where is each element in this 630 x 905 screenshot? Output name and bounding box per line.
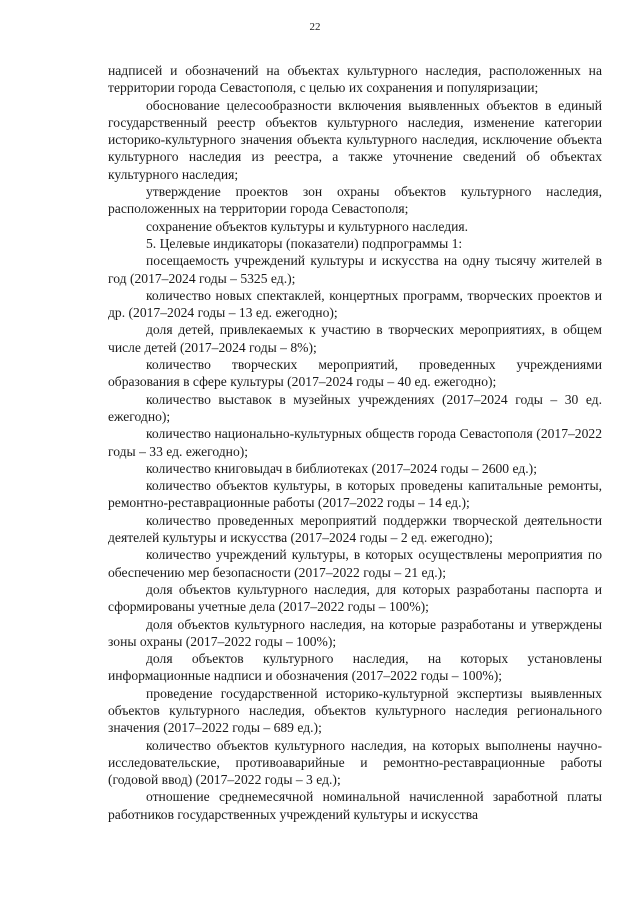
indicator-item: количество объектов культурного наследия, на которых выполнены научно-исследовательские, противоаварийные и ремонтно-реставрационные работы (годовой ввод) (2017–2022 годы – 3 ед.);: [108, 737, 602, 788]
indicator-item: доля объектов культурного наследия, на которые разработаны и утверждены зоны охраны (2017–2022 годы – 100%);: [108, 616, 602, 649]
paragraph: обоснование целесообразности включения выявленных объектов в единый государственный реестр объектов культурного наследия, изменение категории историко-культурного значения объекта культурного наследия, исключение объекта культурного наследия из реестра, а также уточнение сведений об объектах культурного наследия;: [108, 97, 602, 182]
section-heading: 5. Целевые индикаторы (показатели) подпрограммы 1:: [146, 235, 463, 251]
paragraph: сохранение объектов культуры и культурного наследия.: [146, 218, 469, 234]
indicator-item: доля объектов культурного наследия, на которых установлены информационные надписи и обозначения (2017–2022 годы – 100%);: [108, 651, 602, 684]
indicator-item: количество учреждений культуры, в которых осуществлены мероприятия по обеспечению мер безопасности (2017–2022 годы – 21 ед.);: [108, 547, 602, 580]
indicator-item: количество выставок в музейных учреждениях (2017–2024 годы – 30 ед. ежегодно);: [108, 391, 602, 424]
indicator-item: проведение государственной историко-культурной экспертизы выявленных объектов культурного наследия, объектов культурного наследия регионального значения (2017–2022 годы – 689 ед.);: [108, 685, 602, 736]
indicator-item: количество творческих мероприятий, проведенных учреждениями образования в сфере культуры (2017–2024 годы – 40 ед. ежегодно);: [108, 357, 602, 390]
indicator-item: посещаемость учреждений культуры и искусства на одну тысячу жителей в год (2017–2024 годы – 5325 ед.);: [108, 253, 602, 286]
indicator-item: количество объектов культуры, в которых проведены капитальные ремонты, ремонтно-реставрационные работы (2017–2022 годы – 14 ед.);: [108, 478, 602, 511]
indicator-item: доля детей, привлекаемых к участию в творческих мероприятиях, в общем числе детей (2017–2024 годы – 8%);: [108, 322, 602, 355]
indicator-item: отношение среднемесячной номинальной начисленной заработной платы работников государственных учреждений культуры и искусства: [108, 789, 602, 822]
indicator-item: количество новых спектаклей, концертных программ, творческих проектов и др. (2017–2024 годы – 13 ед. ежегодно);: [108, 287, 602, 321]
indicator-item: доля объектов культурного наследия, для которых разработаны паспорта и сформированы учетные дела (2017–2022 годы – 100%);: [108, 581, 602, 615]
paragraph-continuation: надписей и обозначений на объектах культурного наследия, расположенных на территории города Севастополя, с целью их сохранения и популяризации;: [108, 63, 602, 96]
page-number: 22: [309, 21, 321, 33]
indicator-item: количество проведенных мероприятий поддержки творческой деятельности деятелей культуры и искусства (2017–2024 годы – 2 ед. ежегодно);: [108, 512, 602, 546]
paragraph: утверждение проектов зон охраны объектов культурного наследия, расположенных на территории города Севастополя;: [108, 184, 602, 217]
indicator-item: количество книговыдач в библиотеках (2017–2024 годы – 2600 ед.);: [146, 460, 537, 476]
indicator-item: количество национально-культурных обществ города Севастополя (2017–2022 годы – 33 ед. ежегодно);: [108, 426, 602, 459]
document-body: [108, 62, 602, 823]
